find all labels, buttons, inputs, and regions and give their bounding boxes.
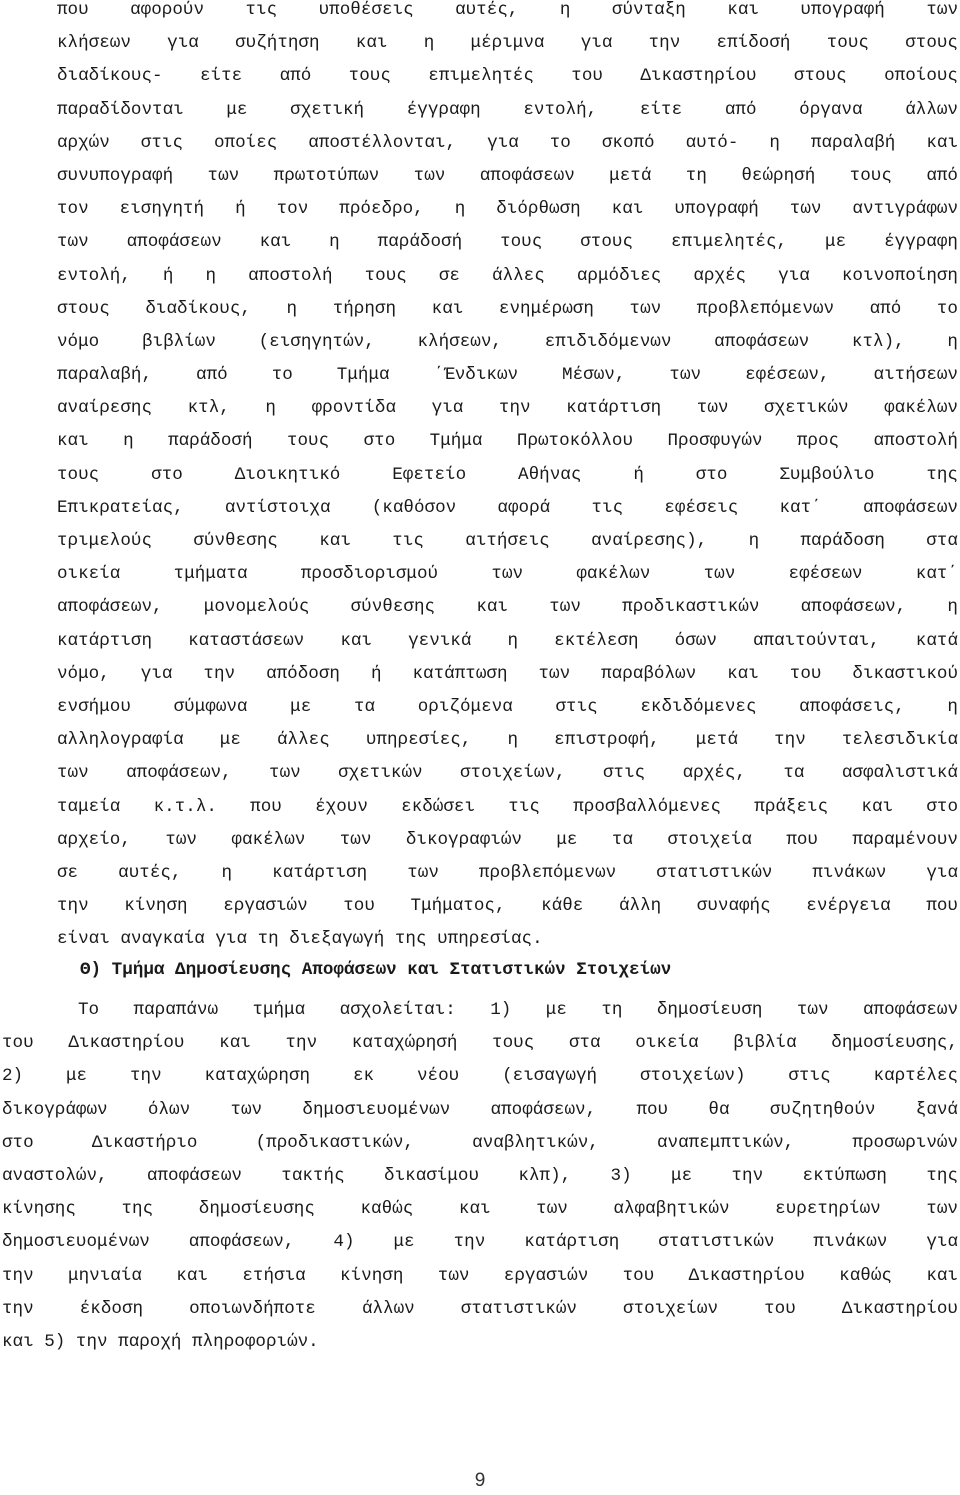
text-line: οικεία τμήματα προσδιορισμού των φακέλων των εφέσεων κατ΄ (57, 564, 958, 585)
text-line: ενσήμου σύμφωνα με τα οριζόμενα στις εκδιδόμενες αποφάσεις, η (57, 696, 958, 717)
text-line: των αποφάσεων και η παράδοσή τους στους επιμελητές, με έγγραφη (57, 232, 958, 253)
text-line: στους διαδίκους, η τήρηση και ενημέρωση των προβλεπόμενων από το (57, 298, 958, 319)
text-line: νόμο, για την απόδοση ή κατάπτωση των παραβόλων και του δικαστικού (57, 663, 958, 684)
text-line: και η παράδοσή τους στο Τμήμα Πρωτοκόλλου Προσφυγών προς αποστολή (57, 431, 958, 452)
text-line: και 5) την παροχή πληροφοριών. (2, 1331, 319, 1352)
text-line: τους στο Διοικητικό Εφετείο Αθήνας ή στο Συμβούλιο της (57, 464, 958, 485)
text-line: τριμελούς σύνθεσης και τις αιτήσεις αναίρεσης), η παράδοση στα (57, 531, 958, 551)
text-line: δικογράφων όλων των δημοσιευομένων αποφάσεων, που θα συζητηθούν ξανά (2, 1099, 958, 1120)
text-line: αρχών στις οποίες αποστέλλονται, για το σκοπό αυτό- η παραλαβή και (57, 132, 958, 153)
text-line: του Δικαστηρίου και την καταχώρησή τους στα οικεία βιβλία δημοσίευσης, (2, 1033, 958, 1054)
text-line: διαδίκους- είτε από τους επιμελητές του Δικαστηρίου στους οποίους (57, 66, 958, 87)
text-line: κατάρτιση καταστάσεων και γενικά η εκτέλεση όσων απαιτούνται, κατά (57, 630, 958, 651)
text-line: αλληλογραφία με άλλες υπηρεσίες, η επιστροφή, μετά την τελεσιδικία (57, 730, 958, 751)
text-line: τον εισηγητή ή τον πρόεδρο, η διόρθωση και υπογραφή των αντιγράφων (57, 199, 958, 220)
text-line: νόμο βιβλίων (εισηγητών, κλήσεων, επιδιδόμενων αποφάσεων κτλ), η (57, 331, 958, 352)
page-number: 9 (474, 1470, 486, 1491)
text-line: εντολή, ή η αποστολή τους σε άλλες αρμόδιες αρχές για κοινοποίηση (57, 265, 958, 286)
text-line: την κίνηση εργασιών του Τμήματος, κάθε άλλη συναφής ενέργεια που (57, 896, 958, 917)
text-line: αναστολών, αποφάσεων τακτής δικασίμου κλπ), 3) με την εκτύπωση της (2, 1165, 958, 1186)
text-line: σε αυτές, η κατάρτιση των προβλεπόμενων στατιστικών πινάκων για (57, 862, 958, 883)
text-line: είναι αναγκαία για τη διεξαγωγή της υπηρεσίας. (57, 929, 543, 950)
text-line: παραλαβή, από το Τμήμα ΄Ένδικων Μέσων, των εφέσεων, αιτήσεων (57, 365, 958, 386)
text-line: Το παραπάνω τμήμα ασχολείται: 1) με τη δημοσίευση των αποφάσεων (78, 1000, 958, 1020)
text-line: δημοσιευομένων αποφάσεων, 4) με την κατάρτιση στατιστικών πινάκων για (2, 1232, 958, 1253)
text-line: που αφορούν τις υποθέσεις αυτές, η σύνταξη και υπογραφή των (57, 0, 958, 20)
text-line: κλήσεων για συζήτηση και η μέριμνα για την επίδοσή τους στους (57, 33, 958, 54)
text-line: Επικρατείας, αντίστοιχα (καθόσον αφορά τις εφέσεις κατ΄ αποφάσεων (57, 497, 958, 518)
section-heading: Θ) Τμήμα Δημοσίευσης Αποφάσεων και Στατιστικών Στοιχείων (80, 960, 672, 980)
text-line: την μηνιαία και ετήσια κίνηση των εργασιών του Δικαστηρίου καθώς και (2, 1265, 958, 1286)
text-line: την έκδοση οποιωνδήποτε άλλων στατιστικών στοιχείων του Δικαστηρίου (2, 1298, 958, 1319)
text-line: ταμεία κ.τ.λ. που έχουν εκδώσει τις προσβαλλόμενες πράξεις και στο (57, 796, 958, 817)
text-line: αναίρεσης κτλ, η φροντίδα για την κατάρτιση των σχετικών φακέλων (57, 398, 958, 419)
text-line: παραδίδονται με σχετική έγγραφη εντολή, είτε από όργανα άλλων (57, 99, 958, 120)
text-line: αρχείο, των φακέλων των δικογραφιών με τα στοιχεία που παραμένουν (57, 829, 958, 850)
section-paragraph (0, 994, 960, 1359)
text-line: των αποφάσεων, των σχετικών στοιχείων, στις αρχές, τα ασφαλιστικά (57, 763, 958, 784)
text-line: κίνησης της δημοσίευσης καθώς και των αλφαβητικών ευρετηρίων των (2, 1199, 958, 1220)
text-line: 2) με την καταχώρηση εκ νέου (εισαγωγή στοιχείων) στις καρτέλες (2, 1066, 958, 1087)
text-line: συνυπογραφή των πρωτοτύπων των αποφάσεων μετά τη θεώρησή τους από (57, 165, 958, 186)
text-line: στο Δικαστήριο (προδικαστικών, αναβλητικών, αναπεμπτικών, προσωρινών (2, 1132, 958, 1153)
text-line: αποφάσεων, μονομελούς σύνθεσης και των προδικαστικών αποφάσεων, η (57, 597, 958, 618)
